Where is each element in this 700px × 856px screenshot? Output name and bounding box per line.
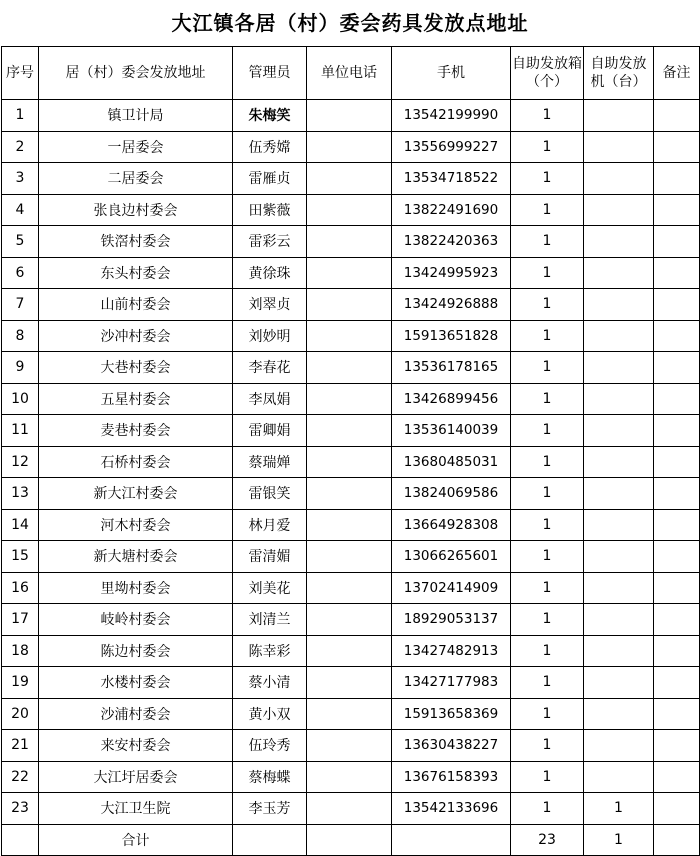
cell-mobile: 13664928308: [392, 509, 511, 541]
cell-manager: 陈幸彩: [233, 635, 307, 667]
cell-seq: 18: [2, 635, 39, 667]
cell-mobile: 13427482913: [392, 635, 511, 667]
table-row: [2, 635, 700, 667]
header-remark: 备注: [654, 47, 700, 100]
cell-seq: 8: [2, 320, 39, 352]
cell-manager: 雷银笑: [233, 478, 307, 510]
cell-box: 1: [511, 604, 584, 636]
cell-seq: 17: [2, 604, 39, 636]
cell-manager: 李凤娟: [233, 383, 307, 415]
cell-seq: 4: [2, 194, 39, 226]
total-remark-cell: [654, 824, 700, 856]
cell-remark: [654, 257, 700, 289]
cell-manager: 黄徐珠: [233, 257, 307, 289]
header-machine: 自助发放机（台）: [584, 47, 654, 100]
cell-office-phone: [307, 257, 392, 289]
cell-office-phone: [307, 194, 392, 226]
header-box: 自助发放箱（个）: [511, 47, 584, 100]
cell-manager: 林月爱: [233, 509, 307, 541]
cell-location: 来安村委会: [39, 730, 233, 762]
cell-manager: 刘美花: [233, 572, 307, 604]
cell-location: 石桥村委会: [39, 446, 233, 478]
cell-machine: [584, 100, 654, 132]
header-mobile: 手机: [392, 47, 511, 100]
cell-machine: [584, 698, 654, 730]
cell-remark: [654, 352, 700, 384]
cell-box: 1: [511, 446, 584, 478]
cell-location: 张良边村委会: [39, 194, 233, 226]
cell-mobile: 15913651828: [392, 320, 511, 352]
cell-manager: 李春花: [233, 352, 307, 384]
table-row: [2, 163, 700, 195]
table-row: [2, 383, 700, 415]
cell-office-phone: [307, 478, 392, 510]
cell-machine: [584, 226, 654, 258]
cell-manager: 蔡梅蝶: [233, 761, 307, 793]
cell-location: 铁滘村委会: [39, 226, 233, 258]
cell-location: 大江卫生院: [39, 793, 233, 825]
cell-seq: 11: [2, 415, 39, 447]
cell-location: 山前村委会: [39, 289, 233, 321]
cell-manager: 刘翠贞: [233, 289, 307, 321]
cell-location: 里坳村委会: [39, 572, 233, 604]
cell-manager: 雷卿娟: [233, 415, 307, 447]
cell-machine: [584, 478, 654, 510]
cell-location: 二居委会: [39, 163, 233, 195]
cell-box: 1: [511, 352, 584, 384]
cell-box: 1: [511, 100, 584, 132]
cell-manager: 雷清媚: [233, 541, 307, 573]
cell-box: 1: [511, 226, 584, 258]
cell-box: 1: [511, 131, 584, 163]
cell-manager: 刘清兰: [233, 604, 307, 636]
cell-mobile: 13822420363: [392, 226, 511, 258]
cell-remark: [654, 604, 700, 636]
cell-mobile: 18929053137: [392, 604, 511, 636]
cell-office-phone: [307, 572, 392, 604]
cell-box: 1: [511, 478, 584, 510]
cell-seq: 6: [2, 257, 39, 289]
cell-remark: [654, 289, 700, 321]
cell-box: 1: [511, 667, 584, 699]
cell-office-phone: [307, 635, 392, 667]
cell-seq: 23: [2, 793, 39, 825]
cell-machine: [584, 257, 654, 289]
cell-office-phone: [307, 163, 392, 195]
cell-mobile: 13680485031: [392, 446, 511, 478]
table-row: [2, 604, 700, 636]
total-machine: 1: [584, 824, 654, 856]
cell-mobile: 13542133696: [392, 793, 511, 825]
table-row: [2, 289, 700, 321]
cell-remark: [654, 478, 700, 510]
cell-location: 陈边村委会: [39, 635, 233, 667]
cell-mobile: 13822491690: [392, 194, 511, 226]
cell-manager: 李玉芳: [233, 793, 307, 825]
cell-mobile: 15913658369: [392, 698, 511, 730]
cell-office-phone: [307, 320, 392, 352]
table-row: [2, 730, 700, 762]
cell-office-phone: [307, 383, 392, 415]
cell-office-phone: [307, 289, 392, 321]
cell-seq: 14: [2, 509, 39, 541]
cell-machine: [584, 604, 654, 636]
cell-machine: [584, 289, 654, 321]
cell-machine: [584, 383, 654, 415]
cell-mobile: 13066265601: [392, 541, 511, 573]
cell-box: 1: [511, 793, 584, 825]
table-row: [2, 761, 700, 793]
cell-machine: [584, 635, 654, 667]
total-seq-cell: [2, 824, 39, 856]
cell-seq: 3: [2, 163, 39, 195]
cell-office-phone: [307, 730, 392, 762]
cell-machine: [584, 667, 654, 699]
cell-remark: [654, 194, 700, 226]
cell-location: 大江圩居委会: [39, 761, 233, 793]
cell-mobile: 13424926888: [392, 289, 511, 321]
total-row: [2, 824, 700, 856]
cell-machine: [584, 541, 654, 573]
cell-box: 1: [511, 415, 584, 447]
cell-remark: [654, 635, 700, 667]
cell-mobile: 13426899456: [392, 383, 511, 415]
cell-machine: [584, 320, 654, 352]
cell-office-phone: [307, 352, 392, 384]
table-row: [2, 100, 700, 132]
cell-seq: 22: [2, 761, 39, 793]
page-title: 大江镇各居（村）委会药具发放点地址: [171, 11, 529, 35]
cell-office-phone: [307, 100, 392, 132]
cell-location: 水楼村委会: [39, 667, 233, 699]
table-row: [2, 257, 700, 289]
header-office-phone: 单位电话: [307, 47, 392, 100]
cell-machine: [584, 131, 654, 163]
distribution-table: [1, 46, 700, 856]
header-seq: 序号: [2, 47, 39, 100]
table-row: [2, 226, 700, 258]
cell-remark: [654, 383, 700, 415]
cell-seq: 12: [2, 446, 39, 478]
table-row: [2, 698, 700, 730]
cell-manager: 黄小双: [233, 698, 307, 730]
cell-machine: [584, 509, 654, 541]
cell-remark: [654, 793, 700, 825]
cell-box: 1: [511, 194, 584, 226]
cell-mobile: 13534718522: [392, 163, 511, 195]
cell-seq: 7: [2, 289, 39, 321]
cell-location: 一居委会: [39, 131, 233, 163]
table-row: [2, 509, 700, 541]
cell-box: 1: [511, 698, 584, 730]
cell-office-phone: [307, 131, 392, 163]
cell-office-phone: [307, 698, 392, 730]
cell-machine: [584, 572, 654, 604]
cell-office-phone: [307, 761, 392, 793]
cell-location: 新大塘村委会: [39, 541, 233, 573]
table-row: [2, 793, 700, 825]
cell-manager: 雷雁贞: [233, 163, 307, 195]
cell-box: 1: [511, 320, 584, 352]
table-row: [2, 667, 700, 699]
cell-office-phone: [307, 541, 392, 573]
cell-machine: 1: [584, 793, 654, 825]
cell-remark: [654, 320, 700, 352]
cell-mobile: 13542199990: [392, 100, 511, 132]
cell-mobile: 13676158393: [392, 761, 511, 793]
table-header-row: [2, 47, 700, 100]
cell-office-phone: [307, 667, 392, 699]
cell-manager: 伍玲秀: [233, 730, 307, 762]
cell-seq: 19: [2, 667, 39, 699]
cell-location: 麦巷村委会: [39, 415, 233, 447]
cell-seq: 1: [2, 100, 39, 132]
cell-manager: 刘妙明: [233, 320, 307, 352]
cell-box: 1: [511, 635, 584, 667]
table-row: [2, 572, 700, 604]
cell-machine: [584, 163, 654, 195]
cell-mobile: 13556999227: [392, 131, 511, 163]
cell-box: 1: [511, 289, 584, 321]
cell-office-phone: [307, 415, 392, 447]
cell-remark: [654, 163, 700, 195]
cell-box: 1: [511, 541, 584, 573]
cell-manager: 田紫薇: [233, 194, 307, 226]
cell-seq: 16: [2, 572, 39, 604]
cell-box: 1: [511, 730, 584, 762]
cell-box: 1: [511, 257, 584, 289]
total-label: 合计: [39, 824, 233, 856]
cell-mobile: 13424995923: [392, 257, 511, 289]
cell-mobile: 13824069586: [392, 478, 511, 510]
cell-location: 岐岭村委会: [39, 604, 233, 636]
cell-machine: [584, 194, 654, 226]
cell-office-phone: [307, 604, 392, 636]
cell-seq: 10: [2, 383, 39, 415]
cell-seq: 5: [2, 226, 39, 258]
header-manager: 管理员: [233, 47, 307, 100]
cell-seq: 13: [2, 478, 39, 510]
cell-office-phone: [307, 226, 392, 258]
cell-box: 1: [511, 163, 584, 195]
cell-seq: 2: [2, 131, 39, 163]
table-body: [2, 100, 700, 825]
cell-manager: 蔡小清: [233, 667, 307, 699]
cell-location: 镇卫计局: [39, 100, 233, 132]
cell-location: 五星村委会: [39, 383, 233, 415]
cell-manager: 蔡瑞婵: [233, 446, 307, 478]
total-mobile-cell: [392, 824, 511, 856]
cell-location: 大巷村委会: [39, 352, 233, 384]
cell-seq: 20: [2, 698, 39, 730]
cell-remark: [654, 667, 700, 699]
table-row: [2, 541, 700, 573]
cell-remark: [654, 415, 700, 447]
cell-location: 沙浦村委会: [39, 698, 233, 730]
cell-mobile: 13427177983: [392, 667, 511, 699]
cell-seq: 9: [2, 352, 39, 384]
table-row: [2, 320, 700, 352]
cell-remark: [654, 572, 700, 604]
cell-location: 沙冲村委会: [39, 320, 233, 352]
table-row: [2, 352, 700, 384]
cell-remark: [654, 761, 700, 793]
cell-box: 1: [511, 509, 584, 541]
cell-manager: 朱梅笑: [233, 100, 307, 132]
header-location: 居（村）委会发放地址: [39, 47, 233, 100]
total-office-phone-cell: [307, 824, 392, 856]
table-row: [2, 131, 700, 163]
cell-remark: [654, 730, 700, 762]
cell-remark: [654, 446, 700, 478]
table-row: [2, 478, 700, 510]
cell-remark: [654, 131, 700, 163]
cell-box: 1: [511, 383, 584, 415]
total-box: 23: [511, 824, 584, 856]
cell-location: 东头村委会: [39, 257, 233, 289]
cell-office-phone: [307, 793, 392, 825]
cell-box: 1: [511, 572, 584, 604]
cell-machine: [584, 761, 654, 793]
cell-remark: [654, 226, 700, 258]
cell-machine: [584, 415, 654, 447]
cell-location: 新大江村委会: [39, 478, 233, 510]
cell-mobile: 13630438227: [392, 730, 511, 762]
cell-machine: [584, 730, 654, 762]
cell-seq: 21: [2, 730, 39, 762]
cell-machine: [584, 446, 654, 478]
cell-remark: [654, 698, 700, 730]
cell-office-phone: [307, 509, 392, 541]
table-row: [2, 194, 700, 226]
cell-remark: [654, 541, 700, 573]
cell-manager: 伍秀嫦: [233, 131, 307, 163]
table-row: [2, 446, 700, 478]
cell-mobile: 13536178165: [392, 352, 511, 384]
total-manager-cell: [233, 824, 307, 856]
cell-office-phone: [307, 446, 392, 478]
cell-mobile: 13702414909: [392, 572, 511, 604]
cell-mobile: 13536140039: [392, 415, 511, 447]
cell-location: 河木村委会: [39, 509, 233, 541]
cell-seq: 15: [2, 541, 39, 573]
table-row: [2, 415, 700, 447]
cell-machine: [584, 352, 654, 384]
cell-manager: 雷彩云: [233, 226, 307, 258]
cell-remark: [654, 509, 700, 541]
cell-remark: [654, 100, 700, 132]
cell-box: 1: [511, 761, 584, 793]
